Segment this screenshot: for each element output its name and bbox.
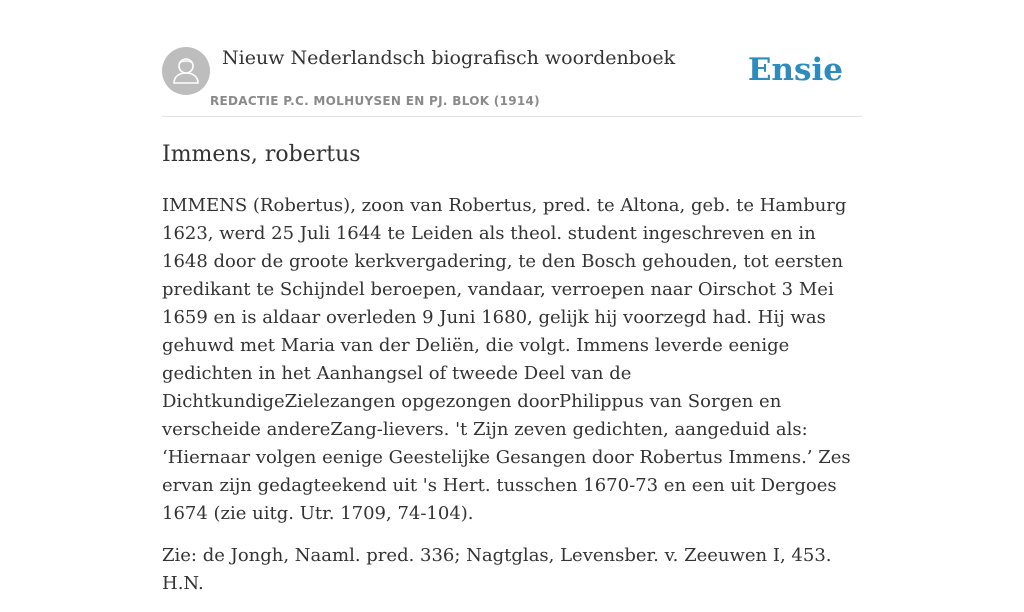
ensie-logo[interactable]: Ensie (747, 52, 843, 88)
book-header (162, 44, 862, 117)
entry-title: Immens, robertus (162, 142, 361, 167)
entry-references: Zie: de Jongh, Naaml. pred. 336; Nagtglas, Levensber. v. Zeeuwen I, 453. H.N. (162, 545, 832, 594)
user-silhouette-icon[interactable] (162, 47, 210, 95)
entry-paragraph: IMMENS (Robertus), zoon van Robertus, pred. te Altona, geb. te Hamburg 1623, werd 25 Juli 1644 te Leiden als theol. student ingeschreven en in 1648 door de groote kerkvergadering, te den Bosch gehouden, tot eersten predikant te Schijndel beroepen, vandaar, verroepen naar Oirschot 3 Mei 1659 en is aldaar overleden 9 Juni 1680, gelijk hij voorzegd had. Hij was gehuwd met Maria van der Deliën, die volgt. Immens leverde eenige gedichten in het Aanhangsel of tweede Deel van de DichtkundigeZielezangen opgezongen doorPhilippus van Sorgen en verscheide andereZang-lievers. 't Zijn zeven gedichten, aangeduid als: ‘Hiernaar volgen eenige Geestelijke Gesangen door Robertus Immens.’ Zes ervan zijn gedagteekend uit 's Hert. tusschen 1670-73 en een uit Dergoes 1674 (zie uitg. Utr. 1709, 74-104). (162, 195, 851, 524)
book-subtitle: REDACTIE P.C. MOLHUYSEN EN PJ. BLOK (1914) (210, 94, 540, 108)
book-title[interactable]: Nieuw Nederlandsch biografisch woordenboek (222, 47, 676, 69)
entry-body (162, 192, 862, 612)
